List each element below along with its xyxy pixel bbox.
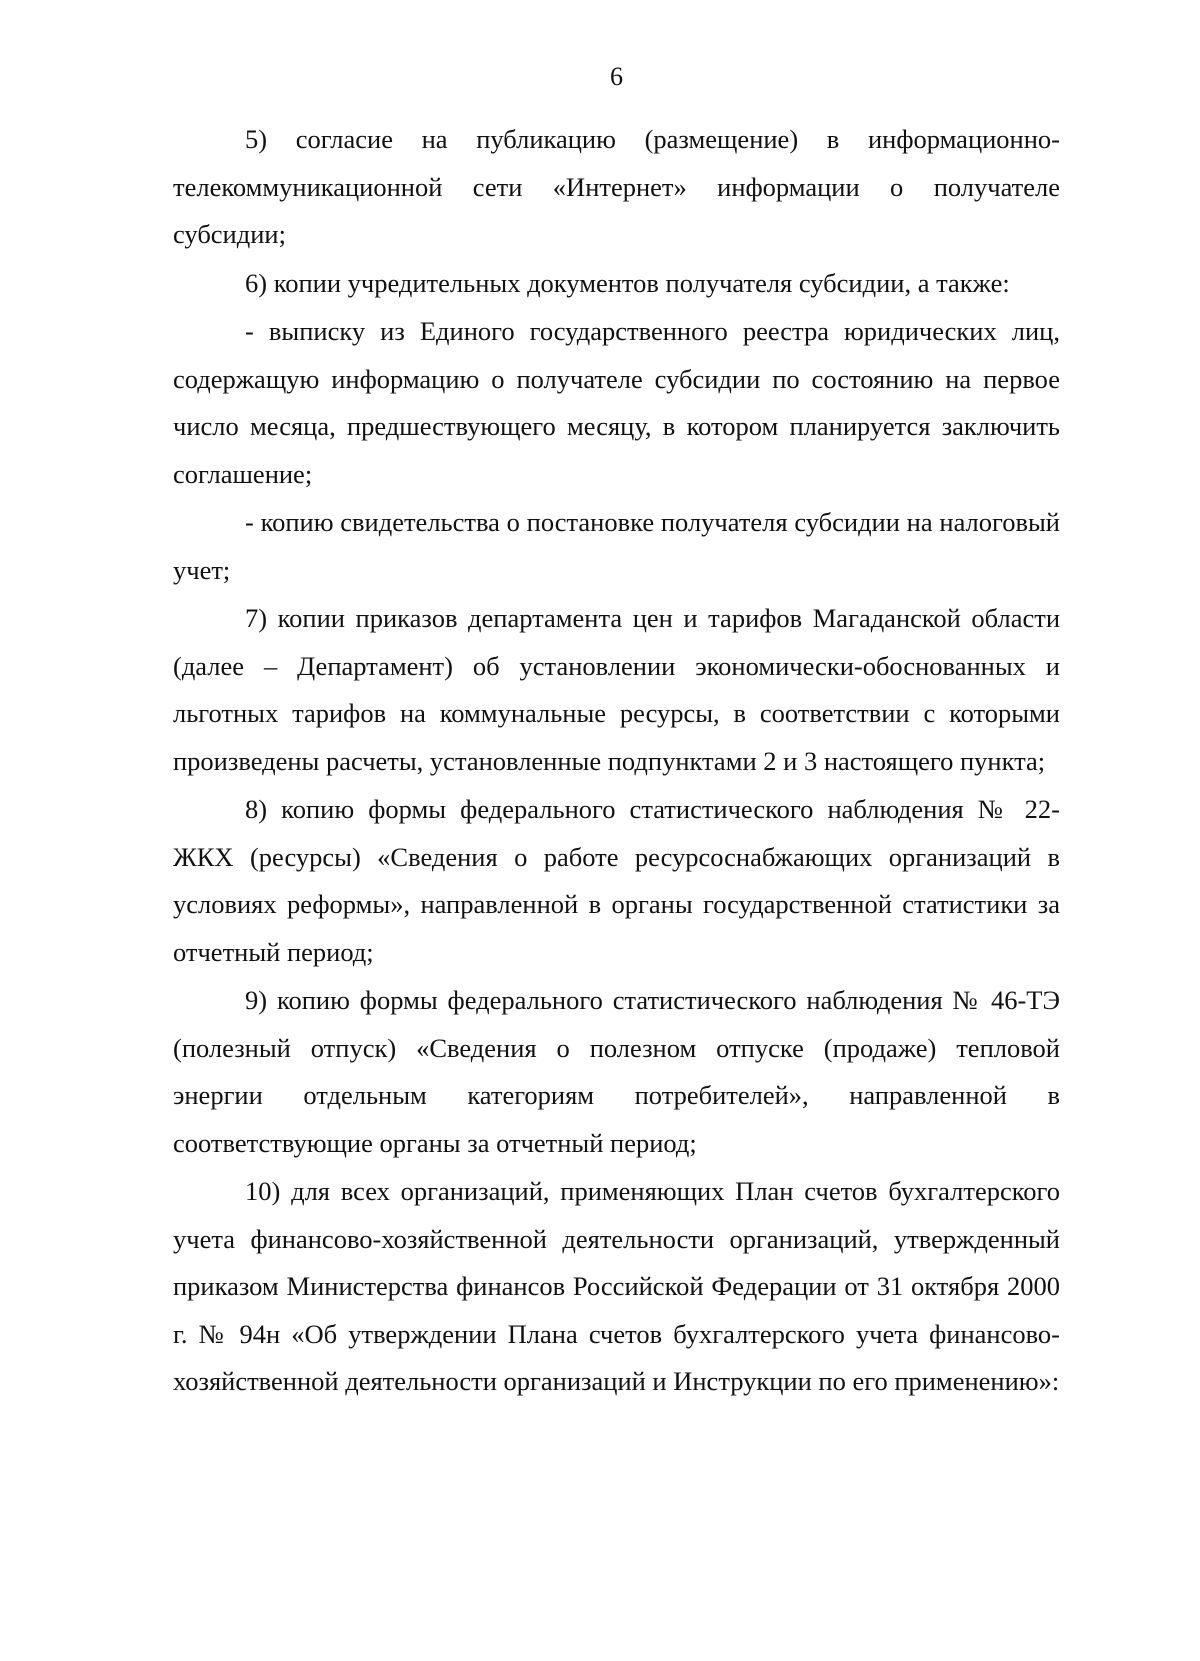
paragraph-tax-certificate: - копию свидетельства о постановке получателя субсидии на налоговый учет; — [173, 507, 1060, 585]
paragraph-item-6: 6) копии учредительных документов получателя субсидии, а также: — [245, 267, 1010, 298]
paragraph-item-9: 9) копию формы федерального статистического наблюдения № 46-ТЭ (полезный отпуск) «Сведения о полезном отпуске (продаже) тепловой энергии отдельным категориям потребителей», направленной в соответствующие органы за отчетный период; — [173, 985, 1060, 1158]
paragraph-egrul-extract: - выписку из Единого государственного реестра юридических лиц, содержащую информацию о получателе субсидии по состоянию на первое число месяца, предшествующего месяцу, в котором планируется заключить соглашение; — [173, 316, 1060, 489]
paragraph-item-5: 5) согласие на публикацию (размещение) в информационно-телекоммуникационной сети «Интернет» информации о получателе субсидии; — [173, 124, 1060, 249]
paragraph-item-8: 8) копию формы федерального статистического наблюдения № 22-ЖКХ (ресурсы) «Сведения о работе ресурсоснабжающих организаций в условиях реформы», направленной в органы государственной статистики за отчетный период; — [173, 794, 1060, 967]
page-number: 6 — [610, 62, 623, 91]
paragraph-item-7: 7) копии приказов департамента цен и тарифов Магаданской области (далее – Департамент) об установлении экономически-обоснованных и льготных тарифов на коммунальные ресурсы, в соответствии с которыми произведены расчеты, установленные подпунктами 2 и 3 настоящего пункта; — [173, 603, 1060, 776]
paragraph-item-10: 10) для всех организаций, применяющих План счетов бухгалтерского учета финансово-хозяйственной деятельности организаций, утвержденный приказом Министерства финансов Российской Федерации от 31 октября 2000 г. № 94н «Об утверждении Плана счетов бухгалтерского учета финансово-хозяйственной деятельности организаций и Инструкции по его применению»: — [173, 1176, 1060, 1396]
